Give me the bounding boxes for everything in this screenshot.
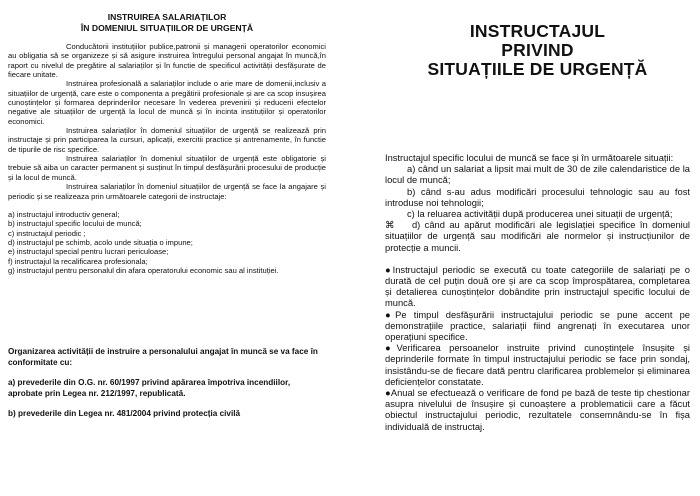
paragraph: Conducătorii instituțiilor publice,patronii și managerii operatorilor economici au obligatia să se organizeze și să asigure instruirea întregului personal angajat în muncă,în raport cu nivelul de pregătire al salariaților și în functie de specificul activității desfășurate de fiecare unitate. [8,42,326,80]
organization-section [8,347,326,420]
left-title-line2: ÎN DOMENIUL SITUAȚIILOR DE URGENȚĂ [80,23,254,33]
right-title-line1: INSTRUCTAJUL [469,21,606,41]
left-page [0,0,342,496]
spacer [385,254,690,265]
paragraph: Instruirea salariaților în domeniul situațiilor de urgență se realizează prin instructaje și prin participarea la cursuri, aplicații, exercitii practice și antrenamente, în functie de tipurile de risc specifice. [8,126,326,154]
right-page-title [385,22,690,79]
right-page-body [385,153,690,433]
right-page [375,0,700,496]
list-item: c) instructajul periodic ; [8,228,86,238]
bullet-item: ● Instructajul periodic se execută cu toate categoriile de salariați pe o durată de cel puțin două ore și are ca scop împrospătarea, completarea și detalierea cunoștințelor dobândite prin instructajul specific locului de muncă. [385,265,690,310]
situation-item-text: d) când au apărut modificări ale legislației specifice în domeniul situațiilor de urgență sau modificări ale normelor și instrucțiunilor de protecție a muncii. [385,220,690,253]
command-symbol-icon: ⌘ [385,220,395,231]
list-item: f) instructajul la recalificarea profesionala; [8,256,148,266]
left-title-line1: INSTRUIREA SALARIAȚILOR [107,12,227,22]
paragraph: Instruirea profesională a salariaților include o arie mare de domenii,inclusiv a situațiilor de urgență, care este o componenta a pregătirii profesionale și are ca scop insușirea cunoștințelor și formarea deprinderilor necesare în vederea prevenirii și reducerii efectelor negative ale situațiilor de urgență la locul de muncă și în incinta instituțiilor și operatorilor economici. [8,79,326,126]
law-reference: b) prevederile din Legea nr. 481/2004 privind protecția civilă [8,409,241,418]
paragraph: Instruirea salariaților în domeniul situațiilor de urgență este obligatorie și trebuie să aiba un caracter permanent și susținut în timpul desfășurării procesului de producție și la locul de muncă. [8,154,326,182]
right-title-line2: PRIVIND [501,40,574,60]
situation-item-with-symbol [385,220,690,254]
left-page-title [8,12,326,34]
paragraph: Instruirea salariaților în domeniul situațiilor de urgență se face la angajare și periodic și se realizeaza prin următoarele categorii de instructaje: [8,182,326,201]
bullet-item: ● Verificarea persoanelor instruite privind cunoștințele însușite și deprinderile formate în timpul instructajului periodic se face prin sondaj, insistându-se de fiecare dată pentru clarificarea problemelor și eliminarea deficiențelor constatate. [385,343,690,388]
instructaj-category-list [8,210,326,275]
law-reference: a) prevederile din O.G. nr. 60/1997 privind apărarea împotriva incendiilor, aprobate prin Legea nr. 212/1997, republicată. [8,378,291,398]
list-item: g) instructajul pentru personalul din afara operatorului economic sau al instituției. [8,265,279,275]
right-title-line3: SITUAȚIILE DE URGENȚĂ [427,59,648,79]
situation-item: c) la reluarea activității după producerea unei situații de urgență; [407,209,673,220]
list-item: d) instructajul pe schimb, acolo unde situația o impune; [8,237,193,247]
situation-item: a) când un salariat a lipsit mai mult de 30 de zile calendaristice de la locul de muncă; [385,164,690,186]
list-item: e) instructajul special pentru lucrari periculoase; [8,247,169,257]
list-item: b) instructajul specific locului de muncă; [8,219,142,229]
list-item: a) instructajul introductiv general; [8,209,120,219]
intro-text: Instructajul specific locului de muncă se face și în următoarele situații: [385,153,674,163]
organization-title: Organizarea activității de instruire a personalului angajat în muncă se va face în conformitate cu: [8,347,318,367]
situation-item: b) când s-au adus modificări procesului tehnologic sau au fost introduse noi tehnologii; [385,186,690,208]
bullet-item: ● Pe timpul desfășurării instructajului periodic se pune accent pe demonstrațiile practice, salariații fiind angrenați în executarea unor operațiuni specifice. [385,310,690,344]
bullet-item: ● Anual se efectuează o verificare de fond pe bază de teste tip chestionar asupra nivelului de însușire și cunoaștere a problematicii care a făcut obiectul instructajului periodic, rezultatele consemnându-se în fișa individuală de instructaj. [385,388,690,433]
